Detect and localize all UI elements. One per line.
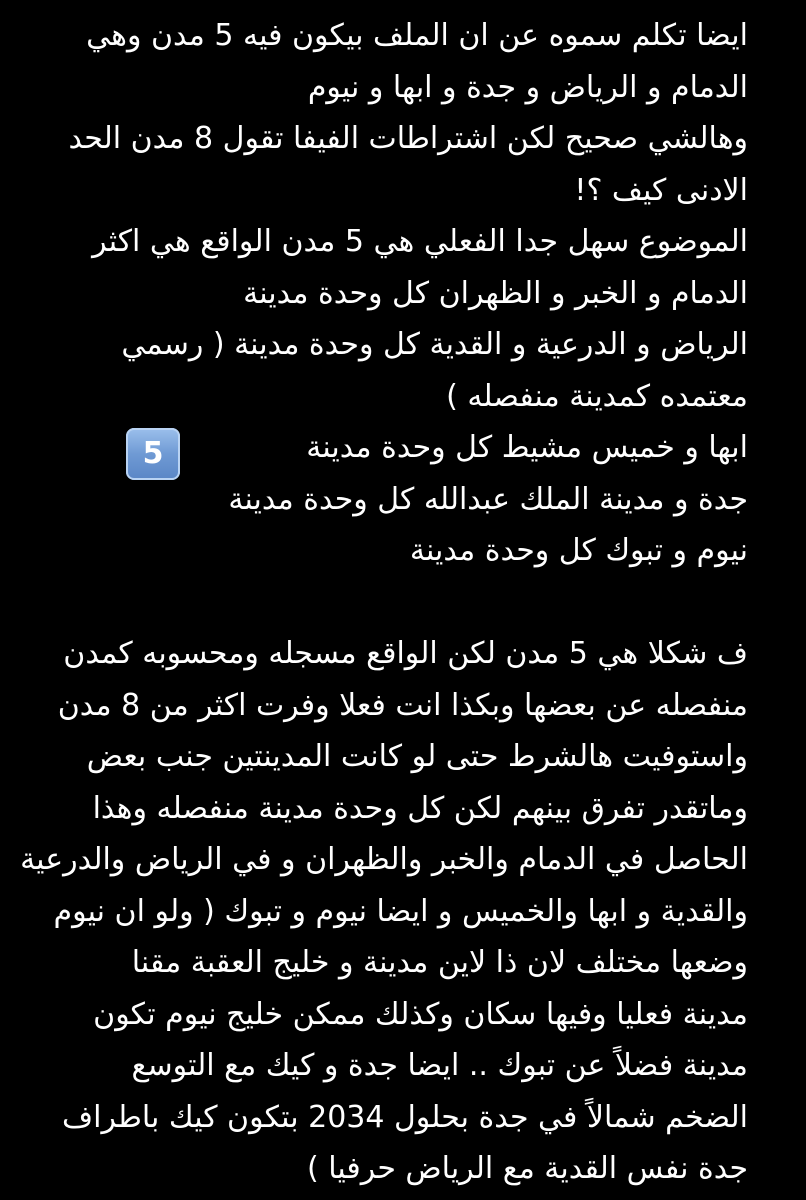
text-line: وماتقدر تفرق بينهم لكن كل وحدة مدينة منفصله وهذا (92, 790, 748, 826)
text-line: الموضوع سهل جدا الفعلي هي 5 مدن الواقع هي اكثر (92, 224, 748, 259)
text-line: ايضا تكلم سموه عن ان الملف بيكون فيه 5 مدن وهي (86, 18, 748, 53)
text-line: مدينة فعليا وفيها سكان وكذلك ممكن خليج نيوم تكون (93, 996, 748, 1032)
text-line: ف شكلا هي 5 مدن لكن الواقع مسجله ومحسوبه كمدن (63, 636, 748, 671)
text-line: جدة و مدينة الملك عبدالله كل وحدة مدينة (228, 481, 748, 517)
text-line: واستوفيت هالشرط حتى لو كانت المدينتين جنب بعض (86, 739, 748, 774)
paragraph-gap (60, 577, 748, 629)
text-line: وهالشي صحيح لكن اشتراطات الفيفا تقول 8 مدن الحد (68, 121, 748, 156)
text-line: نيوم و تبوك كل وحدة مدينة (409, 533, 748, 568)
text-line: الدمام و الرياض و جدة و ابها و نيوم (307, 69, 748, 105)
text-line: الحاصل في الدمام والخبر والظهران و في الرياض والدرعية (20, 842, 748, 877)
text-line: والقدية و ابها والخميس و ايضا نيوم و تبوك ( ولو ان نيوم (53, 893, 748, 929)
text-line: وضعها مختلف لان ذا لاين مدينة و خليج العقبة مقنا (131, 945, 748, 980)
text-line: ابها و خميس مشيط كل وحدة مدينة (306, 430, 748, 465)
text-line: الرياض و الدرعية و القدية كل وحدة مدينة ( رسمي (121, 327, 748, 362)
text-line: الدمام و الخبر و الظهران كل وحدة مدينة (243, 275, 748, 311)
text-line: منفصله عن بعضها وبكذا انت فعلا وفرت اكثر من 8 مدن (57, 687, 748, 723)
keycap-five-emoji-icon (126, 428, 180, 480)
text-line: جدة نفس القدية مع الرياض حرفيا ) (307, 1151, 748, 1186)
text-line-with-badge (60, 422, 748, 474)
text-line: الادنى كيف ؟! (574, 172, 748, 208)
keycap-digit: 5 (142, 436, 164, 471)
text-line: مدينة فضلاً عن تبوك .. ايضا جدة و كيك مع التوسع (131, 1048, 748, 1083)
text-line: الضخم شمالاً في جدة بحلول 2034 بتكون كيك باطراف (62, 1099, 748, 1135)
note-text (20, 10, 748, 1195)
text-line: معتمده كمدينة منفصله ) (446, 378, 748, 414)
